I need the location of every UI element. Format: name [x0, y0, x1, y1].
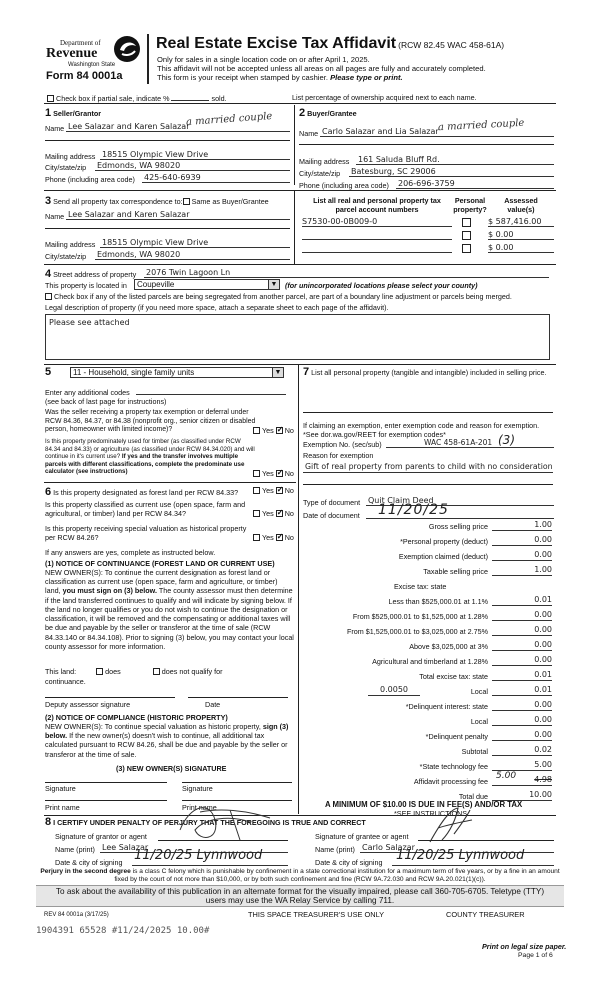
exempt-text: If claiming an exemption, enter exemption code and reason for exemption. *See dor.wa.gov/REET for exemption codes*: [303, 421, 540, 439]
grantor-date-handwritten: 11/20/25 Lynnwood: [134, 848, 263, 863]
yes-checkbox[interactable]: [253, 534, 260, 541]
excise-state-label: Excise tax: state: [394, 582, 447, 591]
exempt-no-field[interactable]: [386, 433, 554, 448]
bracket-1-label: Less than $525,000.01 at 1.1%: [388, 597, 488, 606]
buyer-name: Carlo Salazar and Lia Salazar: [322, 127, 439, 136]
taxable-label: Taxable selling price: [423, 567, 488, 576]
penalty-value[interactable]: 0.00: [492, 730, 552, 741]
timber-ag-q: [45, 438, 257, 476]
taxable-value[interactable]: 1.00: [492, 565, 552, 576]
buyer-heading: [299, 107, 357, 121]
assessed-value-field[interactable]: $ 587,416.00: [488, 217, 554, 227]
codes-note: (see back of last page for instructions): [45, 397, 167, 406]
form-title: Real Estate Excise Tax Affidavit: [156, 35, 397, 52]
notice2-text: [45, 722, 295, 759]
legal-description-value: Please see attached: [49, 318, 130, 327]
dept-line2: Revenue: [46, 46, 98, 61]
personal-property-q: [303, 366, 555, 380]
historic-answer: [253, 533, 294, 542]
partial-sale-sold: sold.: [211, 94, 227, 103]
alt-format-banner: [36, 885, 564, 907]
exemption-deferral-answer: [253, 426, 294, 435]
deputy-sig-line[interactable]: [45, 697, 175, 698]
seller-name-label: Name: [45, 124, 65, 133]
doc-type-label: Type of document: [303, 498, 361, 507]
owner-print-label-2: Print name: [182, 803, 217, 812]
affidavit-fee-label: Affidavit processing fee: [413, 777, 488, 786]
notice2-title: (2) NOTICE OF COMPLIANCE (HISTORIC PROPERTY): [45, 713, 228, 722]
notice2-text-a: NEW OWNER(S): To continue special valuation as historic property,: [45, 722, 261, 731]
mid-divider-3: [294, 190, 295, 264]
legal-description-box[interactable]: [45, 314, 550, 360]
does-label: does: [105, 667, 121, 676]
street-label: Street address of property: [53, 270, 137, 279]
perjury-bold: Perjury in the second degree: [40, 868, 131, 875]
no-label: No: [284, 426, 294, 435]
deputy-date-label: Date: [205, 700, 221, 709]
corr-name-field[interactable]: [66, 210, 290, 220]
buyer-phone-field[interactable]: [396, 179, 554, 189]
parcel-number-field[interactable]: [302, 243, 452, 253]
grantee-sig-label: Signature of grantee or agent: [315, 832, 409, 841]
corr-mailing-label: Mailing address: [45, 240, 96, 249]
codes-label: Enter any additional codes: [45, 388, 130, 397]
local-value[interactable]: 0.01: [492, 685, 552, 696]
same-as-buyer-checkbox[interactable]: [183, 198, 190, 205]
bracket-4-label: Above $3,025,000 at 3%: [409, 642, 488, 651]
personal-property-label: List all personal property (tangible and intangible) included in selling price.: [311, 368, 547, 377]
seller-title: Seller/Grantor: [53, 109, 102, 118]
subtotal-label: Subtotal: [461, 747, 488, 756]
doc-type-value: Quit Claim Deed: [368, 496, 434, 505]
chevron-down-icon[interactable]: ▼: [268, 280, 279, 289]
seller-citystate-field[interactable]: [95, 161, 290, 171]
revenue-swirl-icon: [112, 34, 142, 64]
seller-num: 1: [45, 107, 52, 119]
assessed-value-field[interactable]: $ 0.00: [488, 230, 554, 240]
bracket-5-value[interactable]: 0.00: [492, 655, 552, 666]
mid-divider-top: [294, 105, 295, 185]
owner-sig-label-1: Signature: [45, 784, 76, 793]
section7-num: 7: [303, 366, 310, 378]
current-use-answer: [253, 509, 294, 518]
legal-label: Legal description of property (if you need more space, attach a separate sheet to each page of the affidavit).: [45, 303, 389, 312]
this-land-label: This land:: [45, 667, 77, 676]
partial-sale-row: [47, 93, 227, 103]
form-title-row: [156, 34, 504, 54]
corr-num: 3: [45, 195, 52, 207]
seller-mailing: 18515 Olympic View Drive: [102, 150, 209, 159]
corr-citystate-label: City/state/zip: [45, 252, 87, 261]
parcel-row: [302, 243, 556, 255]
seller-extra-line: [45, 140, 290, 141]
seller-phone-label: Phone (including area code): [45, 175, 135, 184]
personal-property-checkbox[interactable]: [462, 231, 471, 240]
does-checkbox[interactable]: [96, 668, 103, 675]
grantor-signature-scribble: [170, 800, 290, 845]
if-yes-note: If any answers are yes, complete as instructed below.: [45, 548, 216, 557]
timber-ag-q-a: Is this property predominately used for timber (as classified under RCW 84.34 and 84.33) or agriculture (as classified under RCW 84.34.020) and will continue in it's current use?: [45, 438, 255, 461]
tax-computation: [300, 520, 556, 810]
seller-name-handwritten: a married couple: [185, 111, 273, 129]
notice2-text-b: sign (3) below.: [45, 722, 289, 741]
codes-field[interactable]: [136, 386, 286, 395]
personal-property-checkbox[interactable]: [462, 218, 471, 227]
land-use-value: 11 - Household, single family units: [73, 368, 195, 377]
same-as-buyer-label: Same as Buyer/Grantee: [191, 197, 269, 206]
grantor-date-label: Date & city of signing: [55, 858, 123, 867]
yes-label: Yes: [262, 469, 274, 478]
grantor-print-value: Lee Salazar: [102, 843, 149, 852]
corr-name: Lee Salazar and Karen Salazar: [68, 210, 190, 219]
gross-value[interactable]: 1.00: [492, 520, 552, 531]
corr-citystate: Edmonds, WA 98020: [97, 250, 181, 259]
rule-after-5: [44, 482, 296, 483]
does-not-label: does not qualify for: [161, 667, 223, 676]
page-number: Page 1 of 6: [518, 952, 553, 959]
section6-num: 6: [45, 486, 52, 498]
bracket-3-label: From $1,525,000.01 to $3,025,000 at 2.75%: [346, 627, 488, 636]
bracket-1-value[interactable]: 0.01: [492, 595, 552, 606]
buyer-citystate: Batesburg, SC 29006: [351, 167, 436, 176]
no-label: No: [284, 509, 294, 518]
seller-name: Lee Salazar and Karen Salazar: [68, 122, 190, 131]
parcel-row: [302, 217, 556, 229]
notice1-text: [45, 568, 295, 651]
corr-label: Send all property tax correspondence to:: [53, 197, 183, 206]
grantor-print-label: Name (print): [55, 845, 95, 854]
buyer-mailing-label: Mailing address: [299, 157, 350, 166]
rev-number: REV 84 0001a (3/17/25): [44, 912, 109, 918]
bracket-2-value[interactable]: 0.00: [492, 610, 552, 621]
owner-sig-line-1[interactable]: [45, 782, 167, 783]
header-note-2: This affidavit will not be accepted unless all areas on all pages are fully and accurately completed.: [157, 64, 486, 73]
located-label: This property is located in: [45, 281, 127, 290]
street-row: [45, 268, 136, 282]
yes-label: Yes: [262, 426, 274, 435]
doc-date-value: 11/20/25: [378, 502, 449, 518]
total-due-value[interactable]: 10.00: [492, 790, 552, 801]
rule-after-1-2: [44, 190, 556, 191]
land-use-select[interactable]: [70, 367, 284, 378]
grantee-print-label: Name (print): [315, 845, 355, 854]
corr-mailing: 18515 Olympic View Drive: [102, 238, 209, 247]
certify-text: I CERTIFY UNDER PENALTY OF PERJURY THAT THE FOREGOING IS TRUE AND CORRECT: [53, 818, 366, 827]
affidavit-fee-value[interactable]: [492, 771, 552, 786]
exempt-no-handwritten: (3): [498, 433, 515, 447]
yes-label: Yes: [262, 486, 274, 495]
grantor-date-field[interactable]: [132, 848, 288, 866]
parcel-col3: Assessed value(s): [504, 196, 538, 214]
see-instructions: *SEE INSTRUCTIONS: [394, 809, 468, 818]
segregated-row: [45, 292, 557, 301]
notice1-text-a: NEW OWNER(S): To continue the current designation as forest land or classification as current use (open space, farm and agriculture, or timber) land,: [45, 568, 278, 596]
assessed-value-field[interactable]: $ 0.00: [488, 243, 554, 253]
forest-answer: [253, 486, 294, 495]
buyer-citystate-label: City/state/zip: [299, 169, 341, 178]
parcel-number-field[interactable]: [302, 230, 452, 240]
location-select[interactable]: [134, 279, 280, 290]
no-checkbox[interactable]: [276, 427, 283, 434]
street-field[interactable]: [144, 268, 549, 278]
personal-deduct-value[interactable]: 0.00: [492, 535, 552, 546]
buyer-mailing: 161 Saluda Bluff Rd.: [358, 155, 440, 164]
cashier-stamp: 1904391 65528 #11/24/2025 10.00#: [36, 926, 210, 936]
segregated-checkbox[interactable]: [45, 293, 52, 300]
delinq-local-label: Local: [470, 717, 488, 726]
penalty-label: *Delinquent penalty: [425, 732, 488, 741]
no-checkbox[interactable]: [276, 534, 283, 541]
partial-sale-label: Check box if partial sale, indicate %: [56, 94, 170, 103]
no-checkbox[interactable]: [276, 470, 283, 477]
current-use-q: Is this property classified as current use (open space, farm and agricultural, or timber) land per RCW 84.34?: [45, 500, 246, 518]
seller-citystate: Edmonds, WA 98020: [97, 161, 181, 170]
top-rule: [44, 103, 556, 104]
notice1-title: (1) NOTICE OF CONTINUANCE (FOREST LAND OR CURRENT USE): [45, 559, 275, 568]
delinq-local-value[interactable]: 0.00: [492, 715, 552, 726]
grantee-print-value: Carlo Salazar: [362, 843, 415, 852]
seller-mailing-field[interactable]: [100, 150, 290, 160]
timber-ag-q-b: If yes and the transfer involves multiple parcels with different classifications, complete the predominate use calculator (see instructions): [45, 453, 245, 476]
located-note: (for unincorporated locations please select your county): [285, 281, 478, 290]
personal-property-line[interactable]: [303, 412, 553, 413]
corr-heading: [45, 195, 269, 209]
grantor-sig-line[interactable]: [158, 840, 288, 841]
buyer-phone: 206-696-3759: [398, 179, 455, 188]
bracket-5-label: Agricultural and timberland at 1.28%: [372, 657, 488, 666]
parcel-number-field[interactable]: S7530-00-0B009-0: [302, 217, 452, 227]
exemption-deferral-q: Was the seller receiving a property tax exemption or deferral under RCW 84.36, 84.37, or 84.38 (nonprofit org., senior citizen or disabled person, homeowner with limited income)?: [45, 409, 256, 434]
bracket-4-value[interactable]: 0.00: [492, 640, 552, 651]
form-number: Form 84 0001a: [46, 70, 123, 82]
reason-extra-line[interactable]: [303, 484, 553, 485]
perjury-text: is a class C felony which is punishable by confinement in a state correctional institution for a maximum term of five years, or by a fine in an amount fixed by the court of not more than $10,000, or by both such confinement and fine (RCW 9A.72.030 and RCW 9A.20.021(1)(c)).: [114, 868, 560, 884]
no-checkbox[interactable]: [276, 510, 283, 517]
section8-num: 8: [45, 816, 52, 828]
affidavit-fee-printed: 4.98: [534, 775, 552, 784]
street-num: 4: [45, 268, 52, 280]
county-treasurer: COUNTY TREASURER: [446, 910, 525, 919]
perjury-note: [36, 868, 564, 884]
seller-citystate-label: City/state/zip: [45, 163, 87, 172]
timber-ag-answer: [253, 469, 294, 478]
ownership-note: List percentage of ownership acquired next to each name.: [292, 93, 477, 102]
yes-checkbox[interactable]: [253, 470, 260, 477]
street-value: 2076 Twin Lagoon Ln: [146, 268, 231, 277]
buyer-citystate-field[interactable]: [349, 167, 554, 177]
yes-checkbox[interactable]: [253, 427, 260, 434]
delinq-state-label: *Delinquent interest: state: [405, 702, 488, 711]
doc-date-label: Date of document: [303, 511, 360, 520]
partial-sale-percent-field[interactable]: [171, 93, 209, 101]
yes-label: Yes: [262, 509, 274, 518]
personal-deduct-label: *Personal property (deduct): [400, 537, 488, 546]
notice1-text-b: you must sign on (3) below.: [62, 586, 157, 596]
reason-field[interactable]: [303, 462, 553, 473]
deputy-label: Deputy assessor signature: [45, 700, 131, 709]
total-state-value[interactable]: 0.01: [492, 670, 552, 681]
notice2-text-c: If the new owner(s) doesn't wish to continue, all additional tax calculated pursuant to RCW 84.26, shall be due and payable by the seller or transferor at the time of sale.: [45, 731, 288, 759]
bracket-2-label: From $525,000.01 to $1,525,000 at 1.28%: [352, 612, 488, 621]
owner-sig-line-2[interactable]: [182, 782, 292, 783]
parcel-col2: Personal property?: [453, 196, 487, 214]
seller-mailing-label: Mailing address: [45, 152, 96, 161]
total-state-label: Total excise tax: state: [419, 672, 488, 681]
owner-print-line-1[interactable]: [45, 800, 167, 801]
buyer-title: Buyer/Grantee: [307, 109, 357, 118]
dept-line1: Department of: [60, 39, 101, 47]
forest-q: [45, 486, 257, 500]
does-not-checkbox[interactable]: [153, 668, 160, 675]
corr-mailing-field[interactable]: [100, 238, 290, 248]
rule-after-4: [44, 364, 556, 365]
partial-sale-checkbox[interactable]: [47, 95, 54, 102]
header-note-3-italic: Please type or print.: [330, 73, 403, 82]
gross-label: Gross selling price: [428, 522, 488, 531]
corr-citystate-field[interactable]: [95, 250, 290, 260]
header-note-1: Only for sales in a single location code on or after April 1, 2025.: [157, 55, 370, 64]
forest-q-text: Is this property designated as forest land per RCW 84.33?: [53, 488, 239, 497]
buyer-mailing-field[interactable]: [356, 155, 554, 165]
location-value: Coupeville: [137, 280, 175, 289]
minimum-note: A MINIMUM OF $10.00 IS DUE IN FEE(S) AND/OR TAX: [325, 800, 523, 809]
grantee-date-handwritten: 11/20/25 Lynnwood: [396, 848, 525, 863]
section5-num: 5: [45, 366, 52, 378]
buyer-name-label: Name: [299, 129, 319, 138]
header-note-3: This form is your receipt when stamped by cashier.: [157, 73, 328, 82]
segregated-label: Check box if any of the listed parcels are being segregated from another parcel, are part of a boundary line adjustment or parcels being merged.: [54, 292, 512, 301]
grantee-sig-line[interactable]: [418, 840, 554, 841]
no-label: No: [284, 533, 294, 542]
parcel-col1: List all real and personal property tax parcel account numbers: [313, 196, 441, 214]
grantee-date-label: Date & city of signing: [315, 858, 383, 867]
delinq-state-value[interactable]: 0.00: [492, 700, 552, 711]
total-due-label: Total due: [458, 792, 488, 801]
exempt-no-value: WAC 458-61A-201: [424, 438, 493, 447]
tech-fee-value[interactable]: 5.00: [492, 760, 552, 771]
grantee-date-field[interactable]: [392, 848, 554, 866]
local-rate-field[interactable]: 0.0050: [368, 685, 420, 696]
no-checkbox[interactable]: [276, 487, 283, 494]
exempt-no-label: Exemption No. (sec/sub): [303, 440, 382, 449]
form-title-ref: (RCW 82.45 WAC 458-61A): [398, 40, 505, 50]
seller-phone-field[interactable]: [142, 173, 290, 183]
owner-sig-label-2: Signature: [182, 784, 213, 793]
doc-date-field[interactable]: [366, 502, 554, 519]
alt-format-text: To ask about the availability of this publication in an alternate format for the visually impaired, please call 360-705-6705. Teletype (TTY) users may use the WA Relay Service by calling 711.: [55, 887, 545, 906]
grantor-sig-label: Signature of grantor or agent: [55, 832, 147, 841]
seller-phone: 425-640-6939: [144, 173, 201, 182]
mid-divider-lower: [298, 364, 299, 814]
subtotal-value[interactable]: 0.02: [492, 745, 552, 756]
deputy-date-line[interactable]: [188, 697, 288, 698]
notice3-title: (3) NEW OWNER(S) SIGNATURE: [116, 764, 227, 773]
chevron-down-icon[interactable]: ▼: [272, 368, 283, 377]
owner-print-label-1: Print name: [45, 803, 80, 812]
buyer-num: 2: [299, 107, 306, 119]
dept-line3: Washington State: [68, 62, 116, 68]
reason-label: Reason for exemption: [303, 451, 374, 460]
this-land-row: [45, 667, 295, 676]
affidavit-fee-handwritten: 5.00: [496, 771, 517, 781]
local-label: Local: [470, 687, 488, 696]
tech-fee-label: *State technology fee: [419, 762, 488, 771]
buyer-name-handwritten: a married couple: [437, 117, 525, 134]
rule-after-3: [44, 264, 556, 265]
legal-paper-note: Print on legal size paper.: [482, 942, 567, 951]
exemption-deduct-value[interactable]: 0.00: [492, 550, 552, 561]
header-note-3-row: [157, 73, 403, 82]
notice1-text-c: The county assessor must then determine if the land transferred continues to qualify and will indicate by signing below. If the land no longer qualifies or you do not wish to continue the designation or classification, it will be removed and the compensating or additional taxes will be due and payable by the seller or transferor at the time of sale (RCW 84.33.140 or 84.34.108). Prior to signing (3) below, you may contact your local county assessor for more information.: [45, 586, 294, 651]
historic-q: Is this property receiving special valuation as historical property per RCW 84.26?: [45, 524, 247, 542]
buyer-extra-line: [299, 144, 554, 145]
corr-extra-line: [45, 228, 290, 229]
header-divider: [147, 34, 149, 84]
parcel-row: [302, 230, 556, 242]
reason-value: Gift of real property from parents to child with no consideration: [305, 462, 553, 471]
yes-checkbox[interactable]: [253, 510, 260, 517]
no-label: No: [284, 469, 294, 478]
yes-checkbox[interactable]: [253, 487, 260, 494]
bracket-3-value[interactable]: 0.00: [492, 625, 552, 636]
continuance-label: continuance.: [45, 677, 86, 686]
seller-heading: [45, 107, 101, 121]
personal-property-checkbox[interactable]: [462, 244, 471, 253]
exemption-deduct-label: Exemption claimed (deduct): [398, 552, 488, 561]
treasurer-use-only: THIS SPACE TREASURER'S USE ONLY: [248, 910, 385, 919]
no-label: No: [284, 486, 294, 495]
yes-label: Yes: [262, 533, 274, 542]
corr-name-label: Name: [45, 212, 65, 221]
buyer-phone-label: Phone (including area code): [299, 181, 389, 190]
